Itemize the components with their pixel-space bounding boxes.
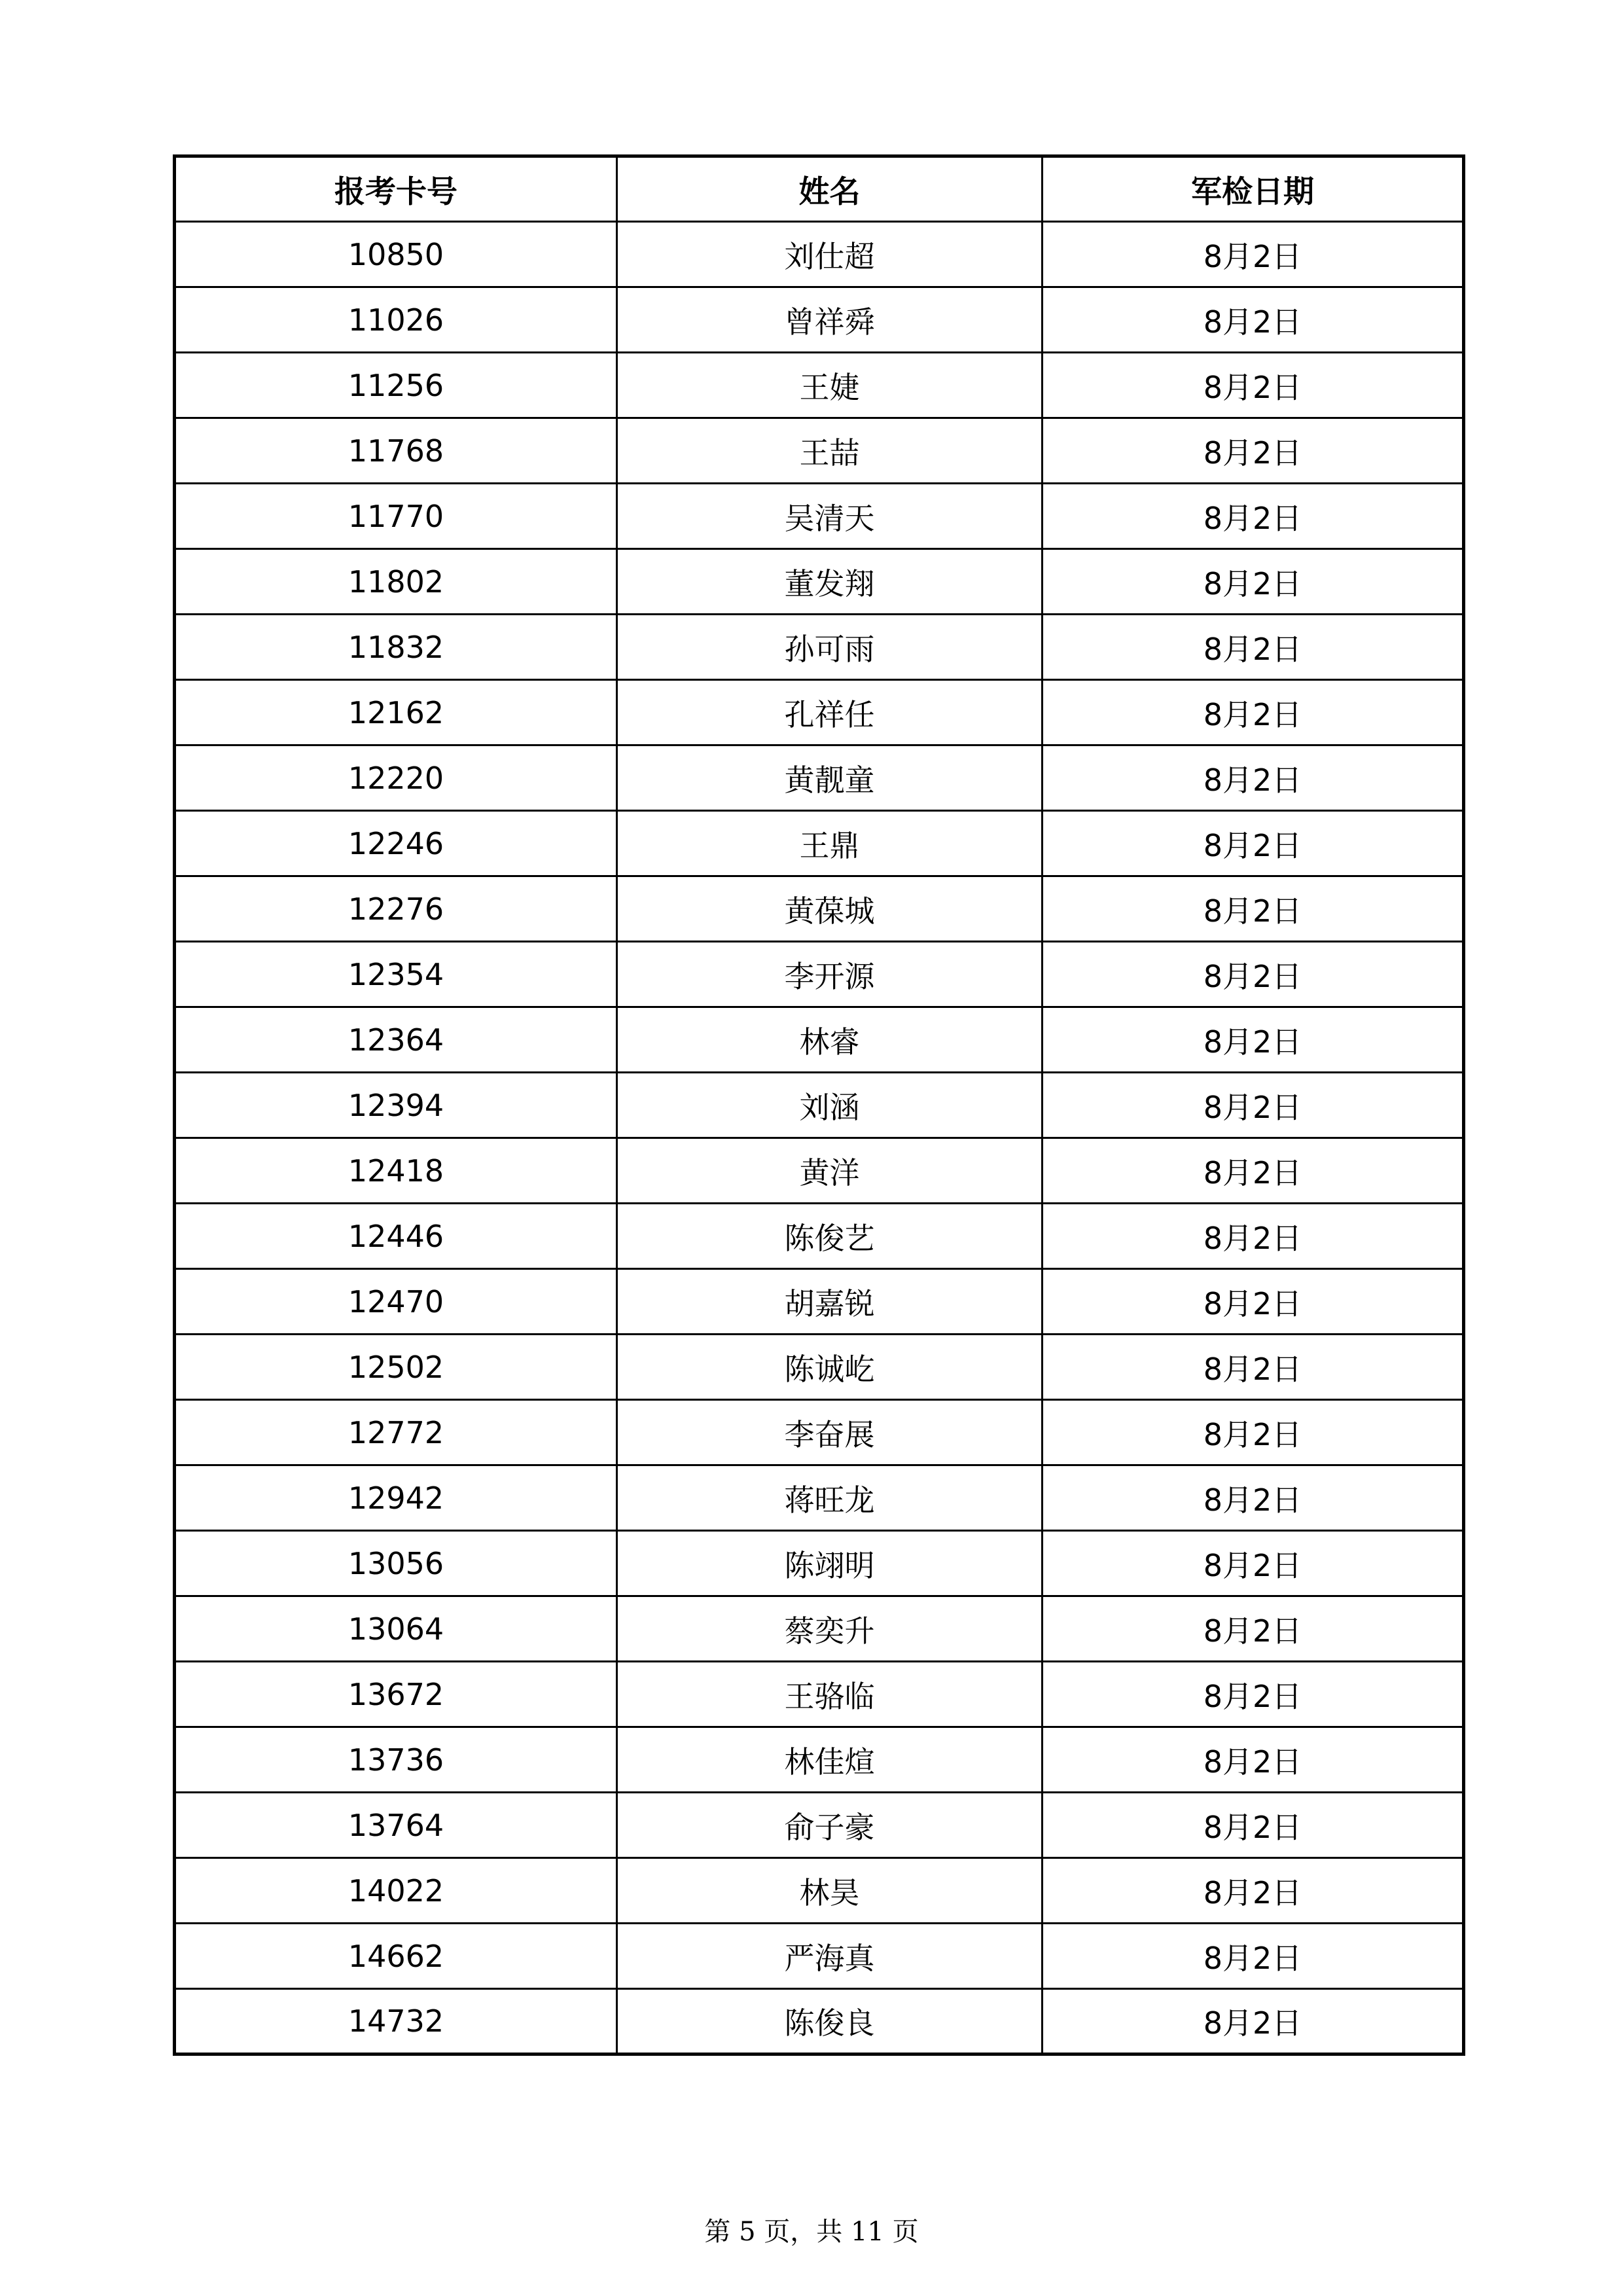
name-cell: 黄靓童 bbox=[617, 745, 1043, 811]
name-cell: 黄洋 bbox=[617, 1138, 1043, 1204]
card-number-cell: 10850 bbox=[175, 222, 617, 287]
name-cell: 蔡奕升 bbox=[617, 1596, 1043, 1662]
name-cell: 俞子豪 bbox=[617, 1793, 1043, 1858]
table-row bbox=[175, 1335, 1464, 1400]
card-number-cell: 11802 bbox=[175, 549, 617, 615]
exam-date-cell: 8月2日 bbox=[1043, 1204, 1464, 1269]
exam-date-cell: 8月2日 bbox=[1043, 1596, 1464, 1662]
card-number-cell: 12246 bbox=[175, 811, 617, 876]
card-number-cell: 11768 bbox=[175, 418, 617, 484]
table-row bbox=[175, 549, 1464, 615]
card-number-cell: 12772 bbox=[175, 1400, 617, 1465]
exam-date-cell: 8月2日 bbox=[1043, 680, 1464, 745]
table-row bbox=[175, 1269, 1464, 1335]
name-cell: 林佳煊 bbox=[617, 1727, 1043, 1793]
exam-date-cell: 8月2日 bbox=[1043, 418, 1464, 484]
name-cell: 林睿 bbox=[617, 1007, 1043, 1073]
exam-date-cell: 8月2日 bbox=[1043, 1662, 1464, 1727]
exam-date-cell: 8月2日 bbox=[1043, 1073, 1464, 1138]
table-row bbox=[175, 1465, 1464, 1531]
exam-date-cell: 8月2日 bbox=[1043, 1138, 1464, 1204]
card-number-cell: 12354 bbox=[175, 942, 617, 1007]
table-row bbox=[175, 680, 1464, 745]
name-cell: 陈诚屹 bbox=[617, 1335, 1043, 1400]
exam-date-cell: 8月2日 bbox=[1043, 1858, 1464, 1924]
name-cell: 孙可雨 bbox=[617, 615, 1043, 680]
table-row bbox=[175, 1138, 1464, 1204]
name-cell: 刘涵 bbox=[617, 1073, 1043, 1138]
exam-date-cell: 8月2日 bbox=[1043, 1465, 1464, 1531]
exam-date-cell: 8月2日 bbox=[1043, 1400, 1464, 1465]
exam-date-cell: 8月2日 bbox=[1043, 1924, 1464, 1989]
name-cell: 孔祥任 bbox=[617, 680, 1043, 745]
roster-table bbox=[173, 154, 1465, 2056]
header-row bbox=[175, 156, 1464, 222]
table-row bbox=[175, 353, 1464, 418]
exam-date-cell: 8月2日 bbox=[1043, 811, 1464, 876]
name-cell: 吴清天 bbox=[617, 484, 1043, 549]
name-cell: 陈翊明 bbox=[617, 1531, 1043, 1596]
card-number-cell: 12364 bbox=[175, 1007, 617, 1073]
card-number-cell: 11832 bbox=[175, 615, 617, 680]
exam-date-cell: 8月2日 bbox=[1043, 876, 1464, 942]
name-cell: 蒋旺龙 bbox=[617, 1465, 1043, 1531]
card-number-cell: 12502 bbox=[175, 1335, 617, 1400]
header-name: 姓名 bbox=[617, 156, 1043, 222]
name-cell: 刘仕超 bbox=[617, 222, 1043, 287]
table-row bbox=[175, 1531, 1464, 1596]
name-cell: 王骆临 bbox=[617, 1662, 1043, 1727]
exam-date-cell: 8月2日 bbox=[1043, 1335, 1464, 1400]
exam-date-cell: 8月2日 bbox=[1043, 353, 1464, 418]
table-header bbox=[175, 156, 1464, 222]
table-row bbox=[175, 615, 1464, 680]
name-cell: 李奋展 bbox=[617, 1400, 1043, 1465]
card-number-cell: 11026 bbox=[175, 287, 617, 353]
name-cell: 胡嘉锐 bbox=[617, 1269, 1043, 1335]
card-number-cell: 12418 bbox=[175, 1138, 617, 1204]
table-row bbox=[175, 1662, 1464, 1727]
exam-date-cell: 8月2日 bbox=[1043, 1531, 1464, 1596]
name-cell: 陈俊艺 bbox=[617, 1204, 1043, 1269]
table-row bbox=[175, 1989, 1464, 2054]
card-number-cell: 13736 bbox=[175, 1727, 617, 1793]
card-number-cell: 12162 bbox=[175, 680, 617, 745]
name-cell: 黄葆城 bbox=[617, 876, 1043, 942]
exam-date-cell: 8月2日 bbox=[1043, 1269, 1464, 1335]
table-row bbox=[175, 1924, 1464, 1989]
table-row bbox=[175, 287, 1464, 353]
card-number-cell: 14662 bbox=[175, 1924, 617, 1989]
table-row bbox=[175, 745, 1464, 811]
exam-date-cell: 8月2日 bbox=[1043, 1007, 1464, 1073]
table-row bbox=[175, 942, 1464, 1007]
card-number-cell: 11770 bbox=[175, 484, 617, 549]
exam-date-cell: 8月2日 bbox=[1043, 1793, 1464, 1858]
name-cell: 王鼎 bbox=[617, 811, 1043, 876]
card-number-cell: 12220 bbox=[175, 745, 617, 811]
table-row bbox=[175, 1727, 1464, 1793]
card-number-cell: 11256 bbox=[175, 353, 617, 418]
table-row bbox=[175, 1007, 1464, 1073]
exam-date-cell: 8月2日 bbox=[1043, 549, 1464, 615]
table-row bbox=[175, 1596, 1464, 1662]
exam-date-cell: 8月2日 bbox=[1043, 1727, 1464, 1793]
table-row bbox=[175, 418, 1464, 484]
card-number-cell: 12942 bbox=[175, 1465, 617, 1531]
table-row bbox=[175, 222, 1464, 287]
table-body bbox=[175, 222, 1464, 2054]
exam-date-cell: 8月2日 bbox=[1043, 615, 1464, 680]
header-exam-date: 军检日期 bbox=[1043, 156, 1464, 222]
table-row bbox=[175, 1793, 1464, 1858]
page-footer: 第 5 页，共 11 页 bbox=[704, 2217, 919, 2247]
table-row bbox=[175, 484, 1464, 549]
table-row bbox=[175, 1073, 1464, 1138]
exam-date-cell: 8月2日 bbox=[1043, 222, 1464, 287]
name-cell: 董发翔 bbox=[617, 549, 1043, 615]
card-number-cell: 13056 bbox=[175, 1531, 617, 1596]
card-number-cell: 14732 bbox=[175, 1989, 617, 2054]
header-card-number: 报考卡号 bbox=[175, 156, 617, 222]
name-cell: 严海真 bbox=[617, 1924, 1043, 1989]
card-number-cell: 12446 bbox=[175, 1204, 617, 1269]
exam-date-cell: 8月2日 bbox=[1043, 745, 1464, 811]
table-row bbox=[175, 1400, 1464, 1465]
exam-date-cell: 8月2日 bbox=[1043, 942, 1464, 1007]
name-cell: 曾祥舜 bbox=[617, 287, 1043, 353]
name-cell: 李开源 bbox=[617, 942, 1043, 1007]
name-cell: 王婕 bbox=[617, 353, 1043, 418]
table-row bbox=[175, 1204, 1464, 1269]
card-number-cell: 12276 bbox=[175, 876, 617, 942]
name-cell: 林昊 bbox=[617, 1858, 1043, 1924]
table-row bbox=[175, 876, 1464, 942]
exam-date-cell: 8月2日 bbox=[1043, 1989, 1464, 2054]
card-number-cell: 13672 bbox=[175, 1662, 617, 1727]
table-row bbox=[175, 1858, 1464, 1924]
card-number-cell: 13764 bbox=[175, 1793, 617, 1858]
exam-date-cell: 8月2日 bbox=[1043, 484, 1464, 549]
table-row bbox=[175, 811, 1464, 876]
name-cell: 王喆 bbox=[617, 418, 1043, 484]
card-number-cell: 13064 bbox=[175, 1596, 617, 1662]
card-number-cell: 12394 bbox=[175, 1073, 617, 1138]
card-number-cell: 14022 bbox=[175, 1858, 617, 1924]
name-cell: 陈俊良 bbox=[617, 1989, 1043, 2054]
exam-date-cell: 8月2日 bbox=[1043, 287, 1464, 353]
card-number-cell: 12470 bbox=[175, 1269, 617, 1335]
